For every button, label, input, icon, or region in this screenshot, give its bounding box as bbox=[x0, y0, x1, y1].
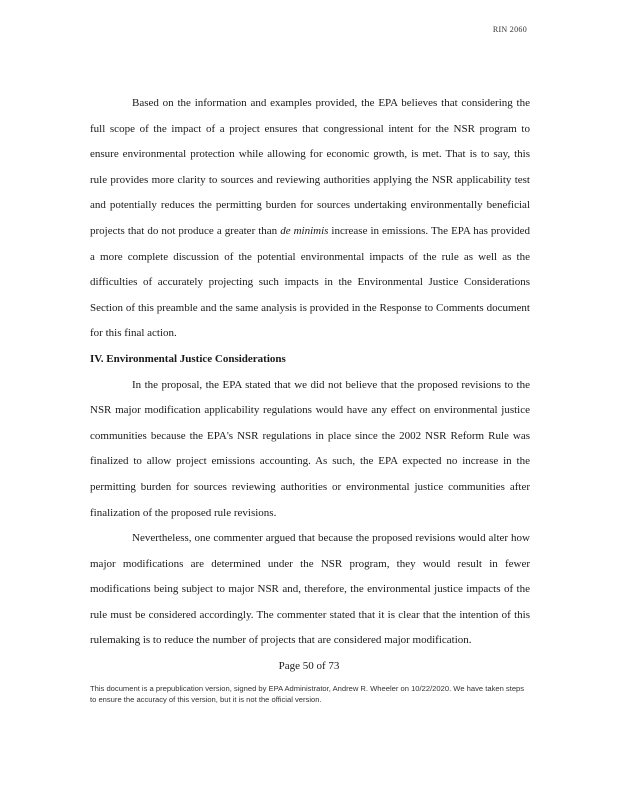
prepublication-disclaimer: This document is a prepublication version, signed by EPA Administrator, Andrew R. Wheeler on 10/22/2020. We have taken steps to ensure the accuracy of this version, but it is not the official version. bbox=[90, 684, 525, 704]
paragraph-1 bbox=[90, 91, 530, 347]
paragraph-1-text-a: Based on the information and examples provided, the EPA believes that considering the full scope of the impact of a project ensures that congressional intent for the NSR program to ensure environmental protection while allowing for economic growth, is met. That is to say, this rule provides more clarity to sources and reviewing authorities applying the NSR applicability test and potentially reduces the permitting burden for sources undertaking environmentally beneficial projects that do not produce a greater than bbox=[90, 97, 530, 237]
document-body bbox=[90, 91, 530, 654]
document-id: RIN 2060 bbox=[492, 25, 527, 34]
section-heading: IV. Environmental Justice Considerations bbox=[90, 352, 286, 365]
paragraph-3: Nevertheless, one commenter argued that because the proposed revisions would alter how major modifications are determined under the NSR program, they would result in fewer modifications being subject to major NSR and, therefore, the environmental justice impacts of the rule must be considered accordingly. The commenter stated that it is clear that the intention of this rulemaking is to reduce the number of projects that are considered major modification. bbox=[90, 532, 530, 647]
paragraph-2: In the proposal, the EPA stated that we did not believe that the proposed revisions to the NSR major modification applicability regulations would have any effect on environmental justice communities because the EPA's NSR regulations in place since the 2002 NSR Reform Rule was finalized to allow project emissions accounting. As such, the EPA expected no increase in the permitting burden for sources reviewing authorities or environmental justice communities after finalization of the proposed rule revisions. bbox=[90, 378, 530, 519]
paragraph-1-italic: de minimis bbox=[280, 224, 329, 237]
page-number: Page 50 of 73 bbox=[278, 660, 340, 672]
paragraph-1-text-b: increase in emissions. The EPA has provided a more complete discussion of the potential environmental impacts of the rule as well as the difficulties of accurately projecting such impacts in the Environmental Justice Considerations Section of this preamble and the same analysis is provided in the Response to Comments document for this final action. bbox=[90, 224, 531, 340]
